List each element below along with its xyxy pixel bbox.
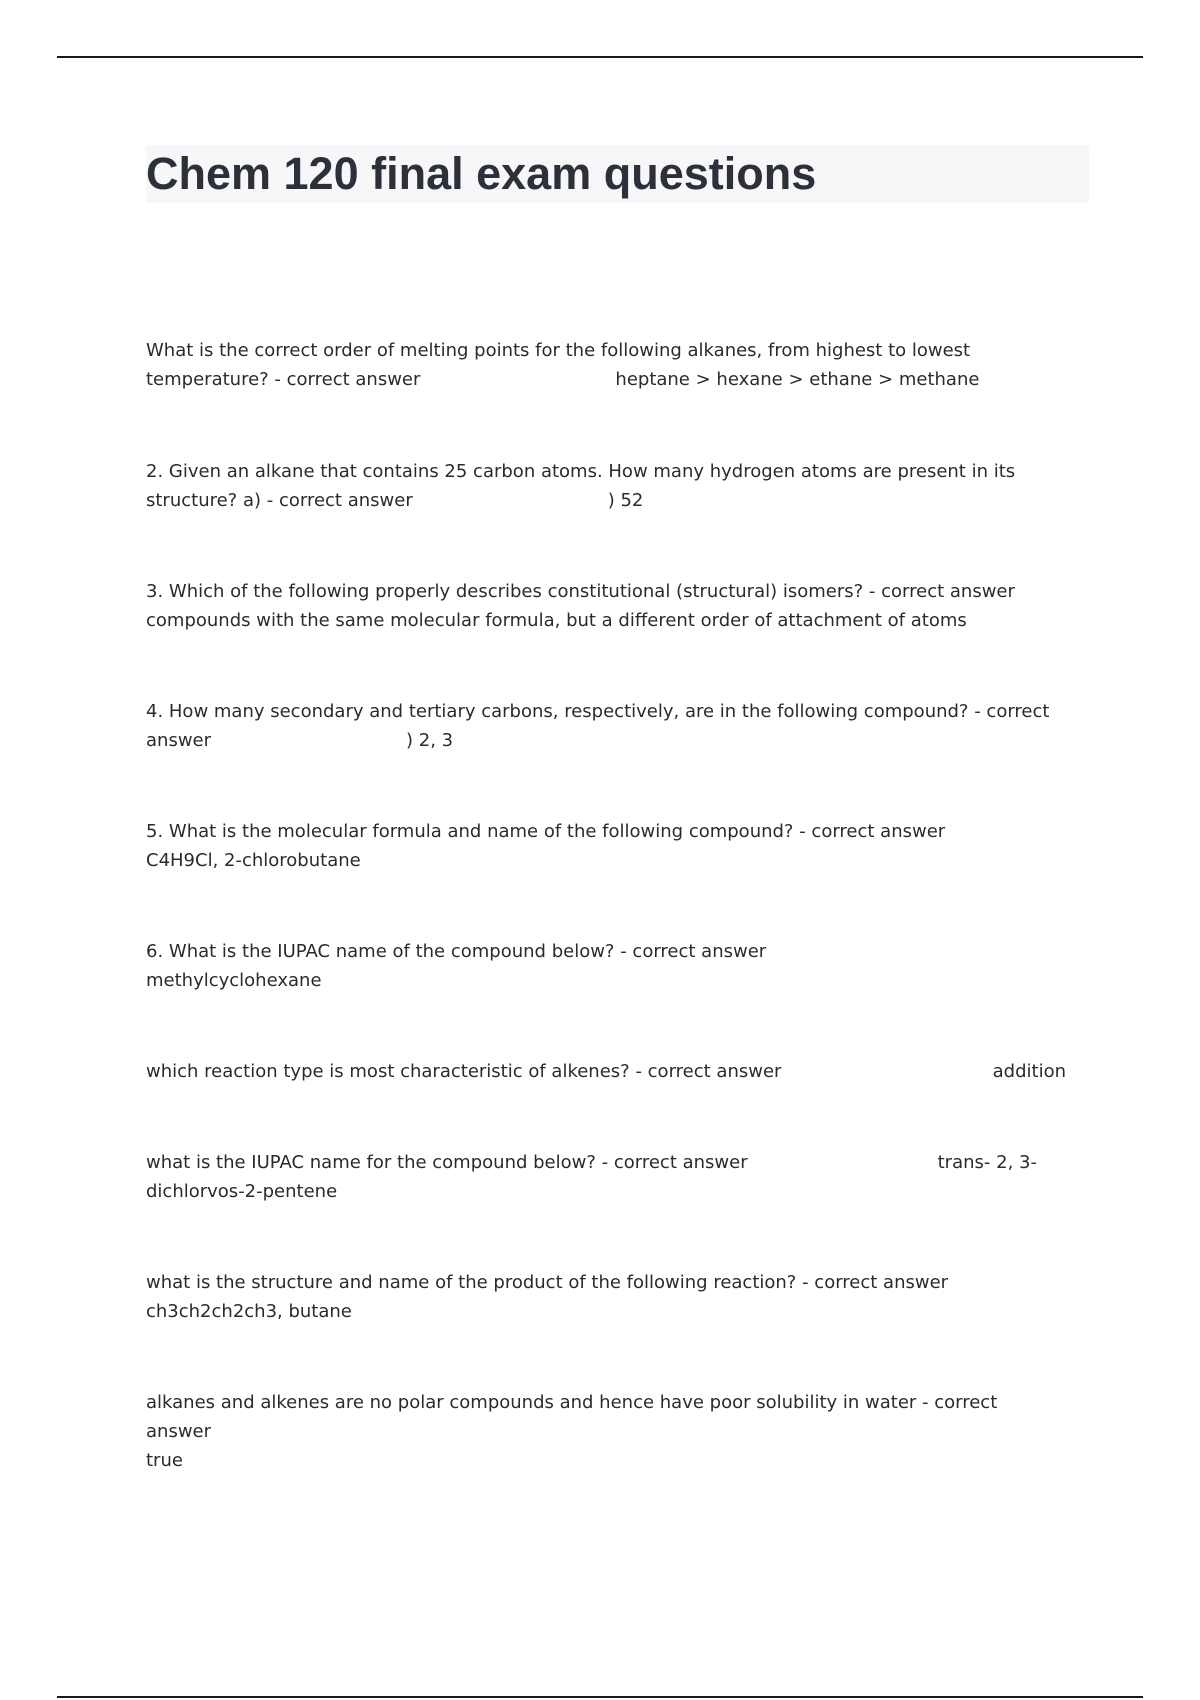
top-rule bbox=[57, 56, 1143, 58]
question-text: what is the IUPAC name for the compound below? - correct answer bbox=[146, 1152, 748, 1173]
answer-text: trans- 2, 3-dichlorvos-2-pentene bbox=[146, 1152, 1037, 1202]
answer-text: ) 2, 3 bbox=[406, 730, 454, 751]
answer-text: C4H9Cl, 2-chlorobutane bbox=[146, 850, 361, 871]
qa-item-4 bbox=[146, 697, 1066, 755]
answer-text: ) 52 bbox=[607, 490, 644, 511]
qa-item-3 bbox=[146, 577, 1066, 635]
question-text: 5. What is the molecular formula and name of the following compound? - correct answer bbox=[146, 821, 946, 842]
qa-item-5 bbox=[146, 817, 1066, 875]
qa-item-6 bbox=[146, 937, 1066, 995]
question-text: alkanes and alkenes are no polar compounds and hence have poor solubility in water - correct answer bbox=[146, 1392, 998, 1442]
answer-text: ch3ch2ch2ch3, butane bbox=[146, 1301, 352, 1322]
qa-item-2 bbox=[146, 457, 1066, 515]
question-text: what is the structure and name of the product of the following reaction? - correct answer bbox=[146, 1272, 949, 1293]
question-text: What is the correct order of melting points for the following alkanes, from highest to lowest temperature? - correct answer bbox=[146, 340, 971, 390]
question-text: 3. Which of the following properly describes constitutional (structural) isomers? - correct answer bbox=[146, 581, 1015, 602]
qa-item-8 bbox=[146, 1148, 1066, 1206]
answer-text: compounds with the same molecular formula, but a different order of attachment of atoms bbox=[146, 610, 967, 631]
qa-item-10 bbox=[146, 1388, 1066, 1475]
question-text: 4. How many secondary and tertiary carbons, respectively, are in the following compound? - correct answer bbox=[146, 701, 1050, 751]
qa-item-1 bbox=[146, 336, 1066, 394]
question-text: which reaction type is most characteristic of alkenes? - correct answer bbox=[146, 1061, 782, 1082]
bottom-rule bbox=[57, 1696, 1143, 1698]
document-title: Chem 120 final exam questions bbox=[146, 148, 817, 199]
question-text: 6. What is the IUPAC name of the compound below? - correct answer bbox=[146, 941, 767, 962]
qa-item-7 bbox=[146, 1057, 1066, 1086]
answer-text: addition bbox=[992, 1061, 1066, 1082]
answer-text: heptane > hexane > ethane > methane bbox=[615, 369, 980, 390]
question-text: 2. Given an alkane that contains 25 carbon atoms. How many hydrogen atoms are present in its structure? a) - correct answer bbox=[146, 461, 1016, 511]
answer-text: methylcyclohexane bbox=[146, 970, 322, 991]
answer-text: true bbox=[146, 1450, 183, 1471]
qa-item-9 bbox=[146, 1268, 1066, 1326]
